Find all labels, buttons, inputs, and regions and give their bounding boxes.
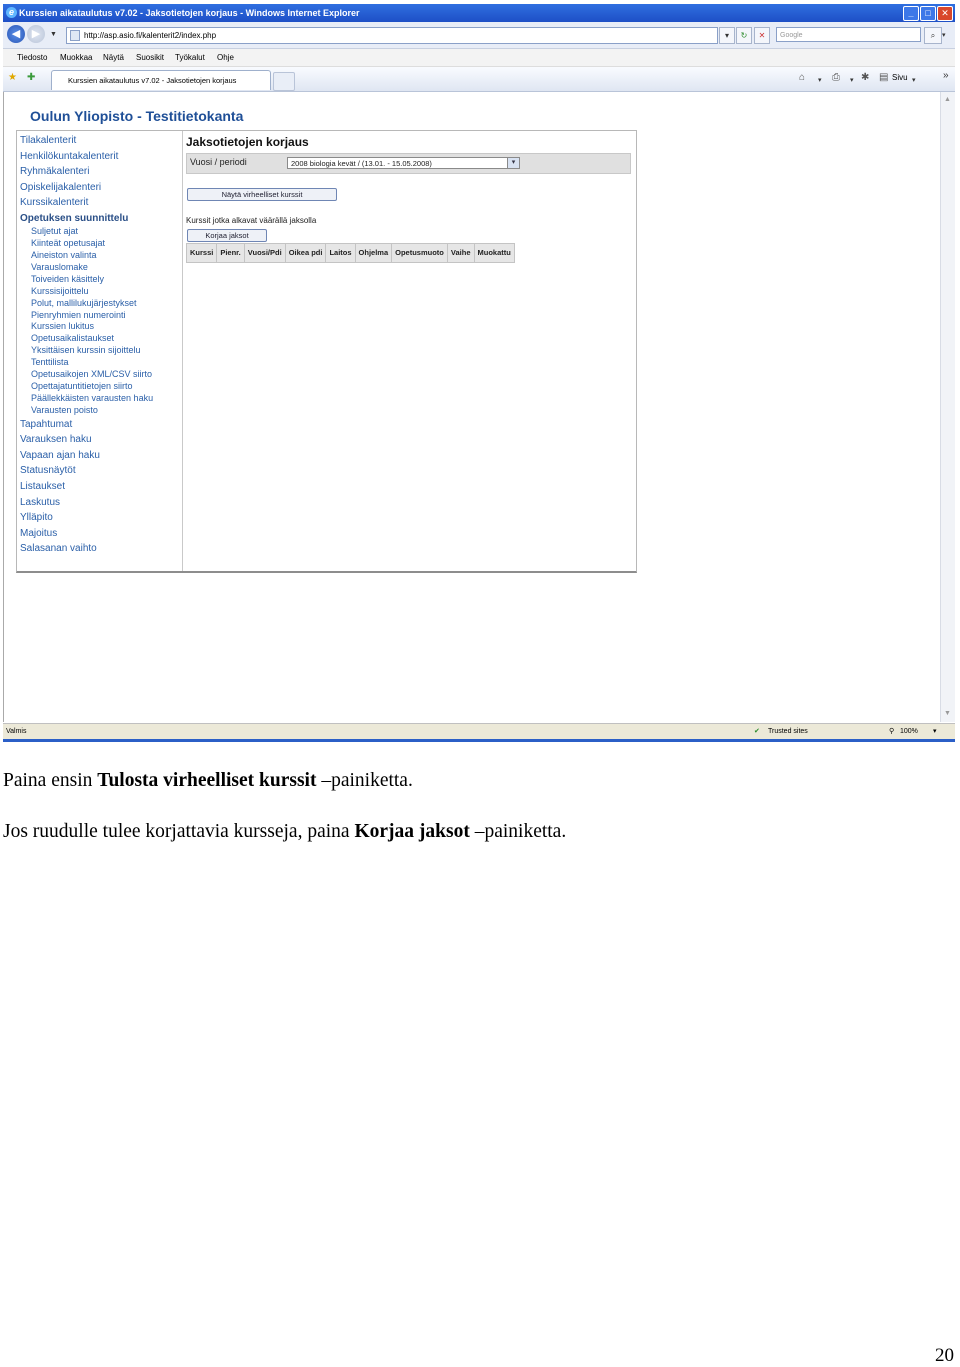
nav-sub-item[interactable]: Opetusaikojen XML/CSV siirto	[31, 369, 153, 379]
instruction-paragraph-2: Jos ruudulle tulee korjattavia kursseja, paina Korjaa jaksot –painiketta.	[3, 821, 567, 842]
column-header: Opetusmuoto	[391, 243, 448, 263]
nav-sub-item[interactable]: Opettajatuntitietojen siirto	[31, 381, 133, 391]
checkmark-icon: ✔	[754, 728, 760, 735]
chevron-down-icon[interactable]: ▾	[507, 158, 519, 168]
nav-sub-item[interactable]: Polut, mallilukujärjestykset	[31, 298, 137, 308]
close-icon[interactable]: ✕	[937, 6, 953, 21]
column-header: Kurssi	[186, 243, 217, 263]
nav-opetuksen-suunnittelu[interactable]: Opetuksen suunnittelu	[20, 213, 129, 224]
courses-table-header	[186, 243, 514, 261]
tab-title: Kurssien aikataulutus v7.02 - Jaksotietojen korjaus	[68, 76, 237, 85]
status-text: Valmis	[6, 728, 27, 735]
refresh-icon[interactable]: ↻	[736, 27, 752, 44]
home-dropdown-icon[interactable]: ▾	[818, 77, 822, 84]
nav-sub-item[interactable]: Aineiston valinta	[31, 250, 97, 260]
forward-button[interactable]: ▶	[27, 25, 45, 43]
search-icon[interactable]: ⌕	[924, 27, 942, 44]
zoom-icon[interactable]: ⚲	[889, 728, 895, 735]
search-options-icon[interactable]: ▾	[942, 32, 946, 39]
vertical-scrollbar[interactable]	[940, 92, 955, 722]
page-number: 20	[935, 1345, 954, 1366]
menu-help[interactable]: Ohje	[217, 53, 234, 62]
nav-ryhmakalenteri[interactable]: Ryhmäkalenteri	[20, 166, 90, 177]
column-header: Ohjelma	[355, 243, 393, 263]
address-text: http://asp.asio.fi/kalenterit2/index.php	[84, 31, 217, 40]
nav-varauksen-haku[interactable]: Varauksen haku	[20, 434, 92, 445]
nav-salasanan-vaihto[interactable]: Salasanan vaihto	[20, 543, 97, 554]
page-dropdown-icon[interactable]: ▾	[912, 77, 916, 84]
column-header: Laitos	[325, 243, 355, 263]
nav-opiskelijakalenteri[interactable]: Opiskelijakalenteri	[20, 182, 102, 193]
nav-listaukset[interactable]: Listaukset	[20, 481, 66, 492]
app-panel	[16, 130, 637, 573]
scroll-up-icon[interactable]: ▲	[944, 96, 951, 103]
menu-file[interactable]: Tiedosto	[17, 53, 48, 62]
zoom-dropdown-icon[interactable]: ▾	[933, 728, 937, 735]
instruction-paragraph-1: Paina ensin Tulosta virheelliset kurssit –painiketta.	[3, 770, 413, 791]
home-icon[interactable]: ⌂	[799, 72, 806, 83]
page-menu-icon[interactable]: ▤	[879, 72, 889, 83]
maximize-icon[interactable]: □	[920, 6, 936, 21]
status-bar	[3, 723, 955, 740]
column-header: Vaihe	[447, 243, 475, 263]
column-header: Vuosi/Pdi	[244, 243, 286, 263]
nav-sub-item[interactable]: Opetusaikalistaukset	[31, 333, 115, 343]
menu-edit[interactable]: Muokkaa	[60, 53, 93, 62]
favorites-star-icon[interactable]: ★	[8, 72, 17, 83]
page-heading: Jaksotietojen korjaus	[186, 135, 309, 149]
nav-kurssikalenterit[interactable]: Kurssikalenterit	[20, 197, 89, 208]
menu-favorites[interactable]: Suosikit	[136, 53, 165, 62]
nav-statusnaytot[interactable]: Statusnäytöt	[20, 465, 76, 476]
nav-majoitus[interactable]: Majoitus	[20, 528, 58, 539]
nav-laskutus[interactable]: Laskutus	[20, 497, 61, 508]
menu-view[interactable]: Näytä	[103, 53, 124, 62]
menu-bar	[3, 49, 955, 67]
web-page	[3, 92, 940, 722]
nav-sub-item[interactable]: Suljetut ajat	[31, 226, 79, 236]
browser-screenshot	[3, 4, 955, 742]
page-menu-button[interactable]: Sivu	[892, 73, 908, 82]
nav-sub-item[interactable]: Pienryhmien numerointi	[31, 310, 126, 320]
window-title: Kurssien aikataulutus v7.02 - Jaksotietojen korjaus - Windows Internet Explorer	[19, 8, 360, 18]
year-period-row	[186, 153, 631, 174]
nav-sub-item[interactable]: Varausten poisto	[31, 405, 98, 415]
site-title: Oulun Yliopisto - Testitietokanta	[30, 108, 244, 124]
nav-sub-item[interactable]: Toiveiden käsittely	[31, 274, 105, 284]
browser-tab[interactable]	[51, 70, 271, 90]
ie-logo-icon: e	[6, 7, 17, 18]
minimize-icon[interactable]: _	[903, 6, 919, 21]
scroll-down-icon[interactable]: ▼	[944, 710, 951, 717]
security-zone[interactable]: Trusted sites	[768, 728, 808, 735]
nav-sub-item[interactable]: Kurssien lukitus	[31, 321, 95, 331]
address-toolbar	[3, 22, 955, 49]
nav-yllapito[interactable]: Ylläpito	[20, 512, 53, 523]
nav-sub-item[interactable]: Päällekkäisten varausten haku	[31, 393, 154, 403]
nav-tapahtumat[interactable]: Tapahtumat	[20, 419, 73, 430]
add-favorite-icon[interactable]: ✚	[27, 72, 36, 83]
nav-sub-item[interactable]: Varauslomake	[31, 262, 88, 272]
show-invalid-courses-button[interactable]: Näytä virheelliset kurssit	[187, 188, 337, 201]
sidebar-nav	[17, 131, 183, 571]
nav-henkilokuntakalenterit[interactable]: Henkilökuntakalenterit	[20, 151, 119, 162]
nav-sub-item[interactable]: Tenttilista	[31, 357, 69, 367]
zoom-level[interactable]: 100%	[900, 728, 918, 735]
nav-sub-item[interactable]: Yksittäisen kurssin sijoittelu	[31, 345, 141, 355]
nav-vapaan-ajan-haku[interactable]: Vapaan ajan haku	[20, 450, 100, 461]
new-tab-button[interactable]	[273, 72, 295, 91]
address-dropdown-icon[interactable]: ▾	[719, 27, 735, 44]
column-header: Oikea pdi	[285, 243, 327, 263]
print-icon[interactable]: ⎙	[832, 72, 840, 83]
history-dropdown-icon[interactable]: ▼	[50, 31, 57, 38]
feeds-icon[interactable]: ✱	[861, 72, 870, 83]
print-dropdown-icon[interactable]: ▾	[850, 77, 854, 84]
page-icon	[70, 30, 80, 41]
menu-tools[interactable]: Työkalut	[175, 53, 205, 62]
year-period-select[interactable]	[287, 157, 520, 169]
back-button[interactable]: ◀	[7, 25, 25, 43]
main-area	[183, 131, 635, 571]
search-input[interactable]: Google	[776, 27, 921, 42]
column-header: Pienr.	[216, 243, 244, 263]
stop-icon[interactable]: ✕	[754, 27, 770, 44]
window-titlebar	[3, 4, 955, 22]
year-period-label: Vuosi / periodi	[190, 157, 247, 167]
chevron-more-icon[interactable]: »	[943, 70, 949, 81]
address-field[interactable]	[66, 27, 718, 44]
fix-periods-button[interactable]: Korjaa jaksot	[187, 229, 267, 242]
favorites-tab-bar	[3, 67, 955, 92]
column-header: Muokattu	[474, 243, 515, 263]
nav-tilakalenterit[interactable]: Tilakalenterit	[20, 135, 77, 146]
window-bottom-border	[3, 739, 955, 742]
invalid-courses-note: Kurssit jotka alkavat väärällä jaksolla	[186, 216, 317, 225]
year-period-value: 2008 biologia kevät / (13.01. - 15.05.2008)	[291, 159, 432, 168]
nav-sub-item[interactable]: Kurssisijoittelu	[31, 286, 89, 296]
nav-sub-item[interactable]: Kiinteät opetusajat	[31, 238, 106, 248]
